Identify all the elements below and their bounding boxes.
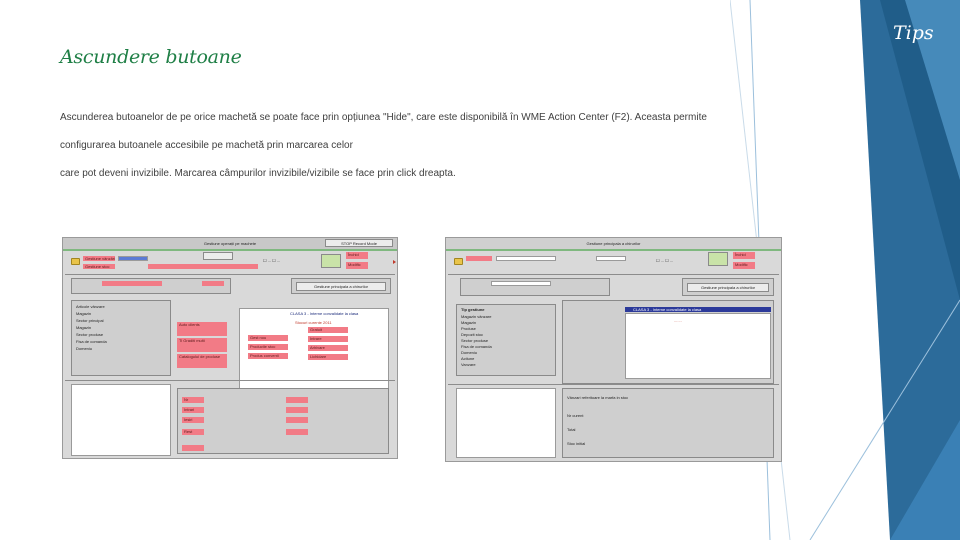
bottom-detail-panel-right	[562, 388, 774, 458]
modify-button[interactable]: Modific	[346, 262, 368, 269]
pink-block-a3[interactable]: Catalogului de produse	[177, 354, 227, 368]
row-list-panel-right	[456, 304, 556, 376]
r-list-item-8[interactable]: Actiune	[461, 356, 475, 361]
field-pink-right-1[interactable]	[466, 256, 492, 261]
r-list-item-1[interactable]: Magazin vânzare	[461, 314, 492, 319]
field-pink-2[interactable]: Gestiune stoc	[83, 264, 115, 269]
bottom-detail-panel	[177, 388, 389, 454]
description-line-3: care pot deveni invizibile. Marcarea câmpurilor invizibile/vizibile se face prin click dreapta.	[60, 168, 456, 179]
footer-line-4: Stoc initial	[567, 441, 586, 446]
app-header: Gestiune operații pe machete	[203, 241, 257, 246]
close-button[interactable]: Închid	[346, 252, 368, 259]
separator-right	[448, 274, 779, 275]
btn-small-1[interactable]	[203, 252, 233, 260]
list-item-1[interactable]: Articole vânzare	[76, 304, 105, 309]
bottom-pink-8[interactable]	[286, 429, 308, 435]
pink-block-a1[interactable]: Auto clients	[177, 322, 227, 336]
main-manage-button-right[interactable]: Gestiune principala a chirurilor	[687, 283, 769, 292]
save-icon-button[interactable]	[321, 254, 341, 268]
bottom-pink-7[interactable]	[286, 417, 308, 423]
green-strip	[63, 249, 398, 251]
r-list-item-6[interactable]: Fisa de comanda	[461, 344, 492, 349]
screenshot-after	[445, 237, 782, 462]
description-line-2: configurarea butoanele accesibile pe machetă prin marcarea celor	[60, 140, 353, 151]
bottom-pink-6[interactable]	[286, 407, 308, 413]
app-titlebar-right	[446, 238, 781, 249]
bottom-pink-4[interactable]: Rest	[182, 429, 204, 435]
select-field-right[interactable]	[496, 256, 556, 261]
folder-icon-right	[454, 258, 463, 265]
bottom-pink-5[interactable]	[286, 397, 308, 403]
save-icon-button-right[interactable]	[708, 252, 728, 266]
list-item-5[interactable]: Sector produse	[76, 332, 104, 337]
main-manage-button[interactable]: Gestiune principala a chirurilor	[296, 282, 386, 291]
screenshot-before	[62, 237, 398, 459]
separator-2	[65, 380, 395, 381]
class-label: CLASA 3 - Interne convalidate la clasa	[290, 311, 359, 316]
arrow-right-icon	[393, 260, 396, 264]
slide-title: Ascundere butoane	[60, 46, 242, 68]
pink-block-b1[interactable]: Gest nou	[248, 335, 288, 341]
stop-record-button[interactable]: STOP Record Mode	[325, 239, 393, 247]
list-item-3[interactable]: Sector principal	[76, 318, 104, 323]
filter-field-right[interactable]	[491, 281, 551, 286]
list-label-right: Tip gestiune	[461, 307, 485, 312]
input-field-right[interactable]	[596, 256, 626, 261]
pink-block-c2[interactable]: Intrare	[308, 336, 348, 342]
r-list-item-7[interactable]: Domeniu	[461, 350, 478, 355]
bottom-pink-2[interactable]: Intrari	[182, 407, 204, 413]
pink-block-c1[interactable]: Gratuit	[308, 327, 348, 333]
list-item-2[interactable]: Magazin	[76, 311, 92, 316]
r-list-item-9[interactable]: Vanzare	[461, 362, 476, 367]
action-panel-right	[682, 278, 774, 296]
class-panel-right	[562, 300, 774, 384]
action-panel	[291, 278, 391, 294]
bottom-list-panel-right	[456, 388, 556, 458]
bottom-list-panel	[71, 384, 171, 456]
r-list-item-4[interactable]: Depozit stoc	[461, 332, 484, 337]
pink-block-b3[interactable]: Produs conventi	[248, 353, 288, 359]
footer-line-1: Vânzari referitoare la marfa in stoc	[567, 395, 629, 400]
pink-block-a2[interactable]: Ti Graditi multi	[177, 338, 227, 352]
row-list-panel	[71, 300, 171, 376]
filter-panel-right	[460, 278, 610, 296]
r-list-item-3[interactable]: Produse	[461, 326, 476, 331]
separator-2-right	[448, 384, 779, 385]
filter-panel	[71, 278, 231, 294]
pink-block-b2[interactable]: Productie stoc	[248, 344, 288, 350]
section-label: Stocuri curente 2011	[295, 320, 332, 325]
select-field[interactable]	[118, 256, 148, 261]
pink-block-c4[interactable]: Lichidare	[308, 354, 348, 360]
bottom-pink-1[interactable]: Nr	[182, 397, 204, 403]
bottom-pink-3[interactable]: Iesiri	[182, 417, 204, 423]
close-button-right[interactable]: Închid	[733, 252, 755, 259]
field-pink-long[interactable]	[148, 264, 258, 269]
filter-field-1[interactable]	[102, 281, 162, 286]
footer-line-2: Nr curent	[567, 413, 584, 418]
checkbox-group-label: ☐ ... ☐ ...	[263, 258, 281, 263]
checkbox-group-right: ☐ ... ☐ ...	[656, 258, 674, 263]
pink-block-c3[interactable]: Arhivare	[308, 345, 348, 351]
footer-line-3: Total	[567, 427, 576, 432]
class-label-right: CLASA 3 - Interne convalidate la clasa	[633, 307, 702, 312]
modify-button-right[interactable]: Modific	[733, 262, 755, 269]
class-content-right	[625, 313, 771, 379]
folder-icon	[71, 258, 80, 265]
app-header-right: Gestiune principala a chirurilor	[586, 241, 641, 246]
description-line-1: Ascunderea butoanelor de pe orice machetă se poate face prin opțiunea "Hide", care este disponibilă în WME Action Center (F2). Aceasta permite	[60, 112, 707, 123]
r-list-item-5[interactable]: Sector produse	[461, 338, 489, 343]
description-paragraph	[60, 104, 720, 188]
green-strip-right	[446, 249, 782, 251]
tips-label: Tips	[893, 22, 934, 44]
filter-field-2[interactable]	[202, 281, 224, 286]
r-list-item-2[interactable]: Magazin	[461, 320, 477, 325]
class-content-label: .......	[674, 318, 682, 323]
separator	[65, 274, 395, 275]
list-item-6[interactable]: Fisa de comanda	[76, 339, 107, 344]
field-pink-1[interactable]: Gestiune vânzări	[85, 256, 115, 261]
bottom-pink-9[interactable]	[182, 445, 204, 451]
list-item-7[interactable]: Domeniu	[76, 346, 93, 351]
list-item-4[interactable]: Magazin	[76, 325, 92, 330]
